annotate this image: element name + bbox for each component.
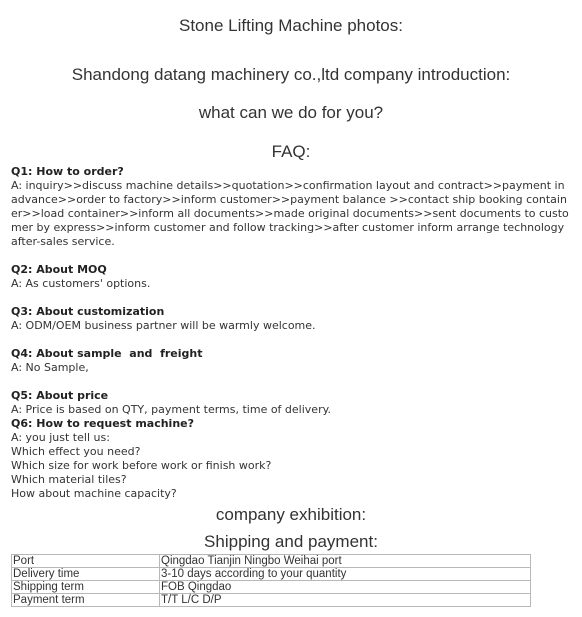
faq-answer: A: inquiry>>discuss machine details>>quotation>>confirmation layout and contract>>payment in advance>>order to factory>>inform customer>>payment balance >>contact ship booking container>>load container>>inform all documents>>made original documents>>sent documents to customer by express>>inform customer and follow tracking>>after customer inform arrange technology after-sales service. [11,179,569,248]
faq-answer-line: Which material tiles? [11,473,127,486]
faq-section [11,165,573,501]
faq-item-q3 [11,305,573,333]
table-row [12,581,531,594]
table-row [12,555,531,568]
faq-question: Q6: How to request machine? [11,417,194,430]
faq-answer: A: No Sample, [11,361,89,374]
table-cell-value: T/T L/C D/P [160,594,531,607]
table-cell-value: Qingdao Tianjin Ningbo Weihai port [160,555,531,568]
heading-what-can-we-do: what can we do for you? [198,103,384,122]
faq-answer-line: How about machine capacity? [11,487,177,500]
table-cell-value: FOB Qingdao [160,581,531,594]
faq-answer: A: Price is based on QTY, payment terms, time of delivery. [11,403,332,416]
table-row [12,568,531,581]
heading-company-exhibition: company exhibition: [215,505,367,524]
faq-item-q2 [11,263,573,291]
faq-answer: A: As customers' options. [11,277,151,290]
faq-item-q5 [11,389,573,417]
faq-question: Q2: About MOQ [11,263,107,276]
heading-faq: FAQ: [271,142,311,161]
faq-answer: A: ODM/OEM business partner will be warmly welcome. [11,319,316,332]
table-cell-key: Port [12,555,160,568]
heading-company-introduction: Shandong datang machinery co.,ltd company introduction: [71,65,511,84]
faq-question: Q4: About sample and freight [11,347,203,360]
table-cell-value: 3-10 days according to your quantity [160,568,531,581]
heading-photos: Stone Lifting Machine photos: [179,16,403,35]
faq-item-q1 [11,165,573,249]
faq-answer: A: you just tell us: [11,431,110,444]
table-row [12,594,531,607]
faq-question: Q3: About customization [11,305,165,318]
faq-answer-line: Which effect you need? [11,445,141,458]
faq-item-q6 [11,417,573,501]
table-cell-key: Payment term [12,594,160,607]
table-cell-key: Shipping term [12,581,160,594]
faq-answer-line: Which size for work before work or finish work? [11,459,272,472]
table-cell-key: Delivery time [12,568,160,581]
faq-question: Q5: About price [11,389,109,402]
faq-item-q4 [11,347,573,375]
shipping-payment-table [11,554,531,607]
heading-shipping-payment: Shipping and payment: [204,532,378,551]
faq-question: Q1: How to order? [11,165,124,178]
